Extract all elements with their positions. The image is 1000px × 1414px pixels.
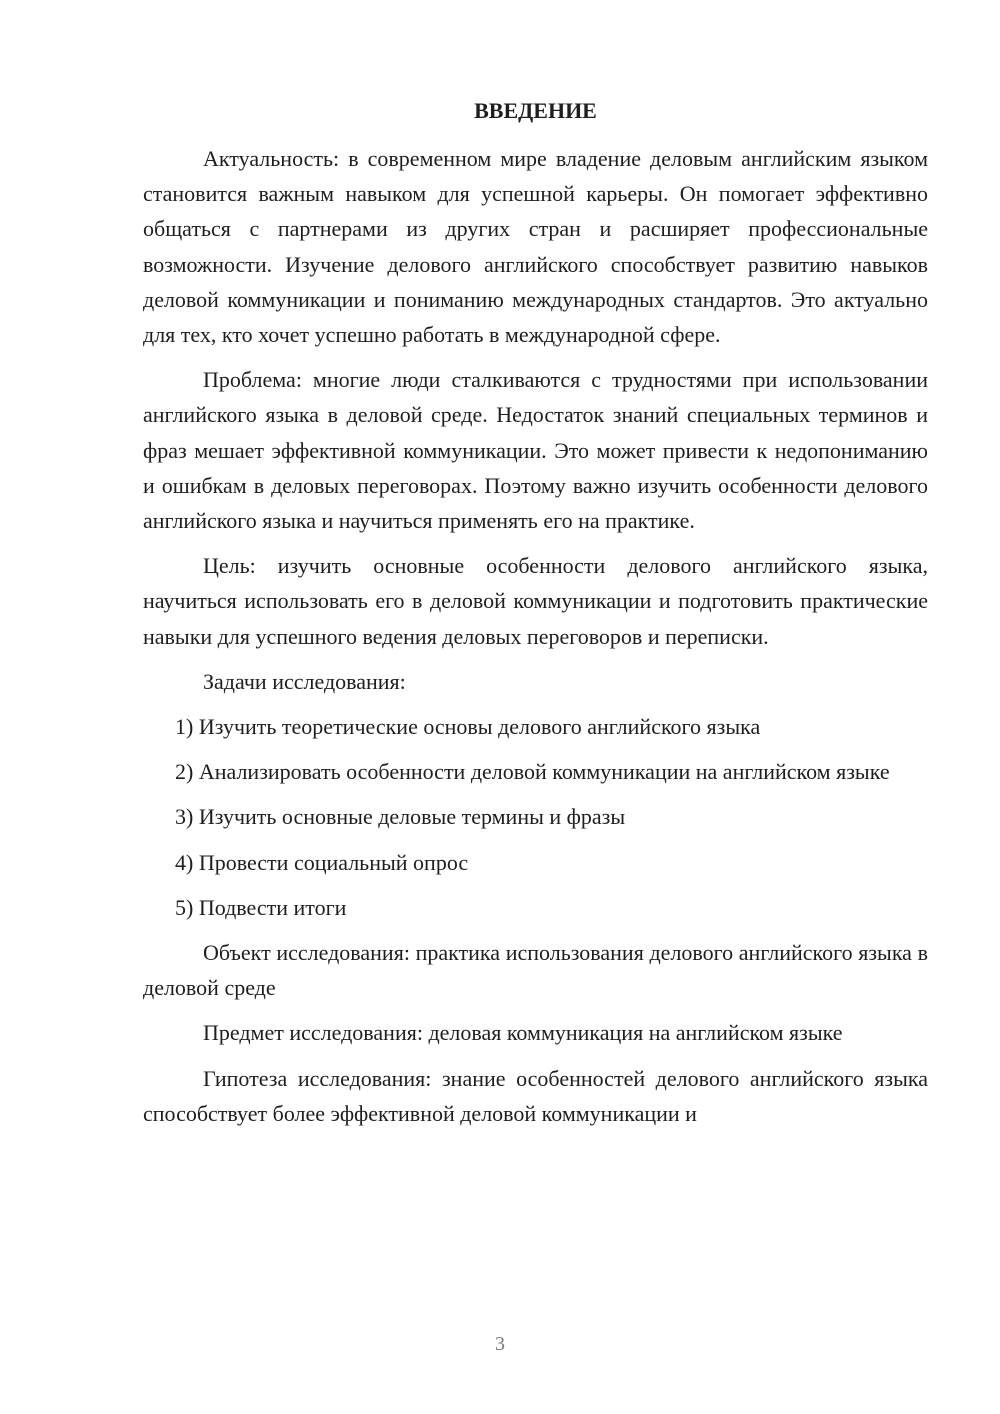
page-number: 3 xyxy=(495,1333,505,1355)
subject-paragraph: Предмет исследования: деловая коммуникация на английском языке xyxy=(203,1020,843,1046)
tasks-list xyxy=(143,709,928,925)
object-paragraph: Объект исследования: практика использования делового английского языка в деловой среде xyxy=(143,940,928,1001)
task-item: 5) Подвести итоги xyxy=(175,894,347,920)
hypothesis-paragraph: Гипотеза исследования: знание особенностей делового английского языка способствует более эффективной деловой коммуникации и xyxy=(143,1065,928,1126)
task-item: 1) Изучить теоретические основы делового английского языка xyxy=(175,714,761,740)
goal-paragraph: Цель: изучить основные особенности делового английского языка, научиться использовать его в деловой коммуникации и подготовить практические навыки для успешного ведения деловых переговоров и переписки. xyxy=(143,553,928,649)
page-content xyxy=(143,94,928,1141)
task-item: 3) Изучить основные деловые термины и фразы xyxy=(175,804,626,830)
tasks-heading: Задачи исследования: xyxy=(203,668,406,694)
page-title: ВВЕДЕНИЕ xyxy=(474,98,597,123)
task-item: 2) Анализировать особенности деловой коммуникации на английском языке xyxy=(175,759,890,785)
relevance-paragraph: Актуальность: в современном мире владение деловым английским языком становится важным навыком для успешной карьеры. Он помогает эффективно общаться с партнерами из других стран и расширяет профессиональные возможности. Изучение делового английского способствует развитию навыков деловой коммуникации и пониманию международных стандартов. Это актуально для тех, кто хочет успешно работать в международной сфере. xyxy=(143,146,928,348)
task-item: 4) Провести социальный опрос xyxy=(175,849,469,875)
problem-paragraph: Проблема: многие люди сталкиваются с трудностями при использовании английского языка в деловой среде. Недостаток знаний специальных терминов и фраз мешает эффективной коммуникации. Это может привести к недопониманию и ошибкам в деловых переговорах. Поэтому важно изучить особенности делового английского языка и научиться применять его на практике. xyxy=(143,367,928,534)
